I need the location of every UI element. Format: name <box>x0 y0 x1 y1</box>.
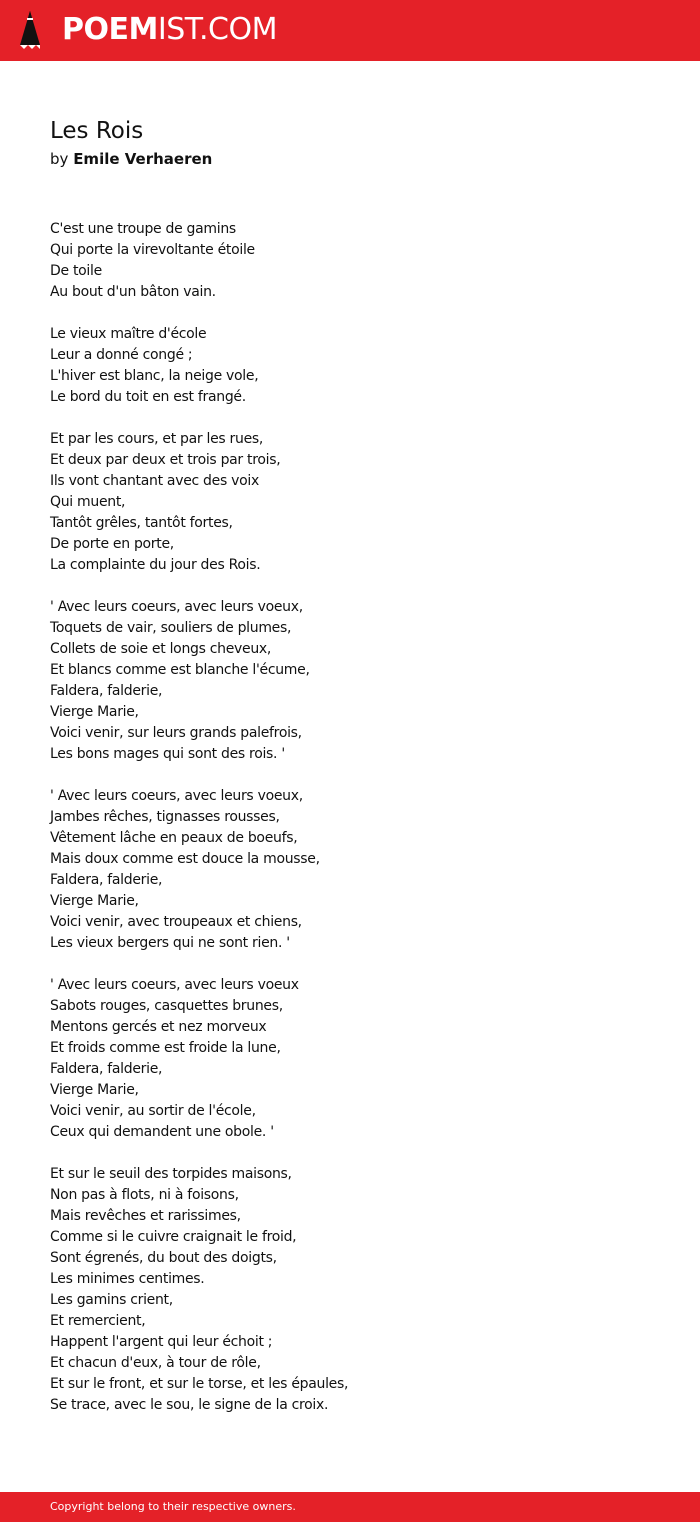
poem-line: ' Avec leurs coeurs, avec leurs voeux, <box>50 788 303 804</box>
poem-line: Les gamins crient, <box>50 1292 173 1308</box>
poem-line: Jambes rêches, tignasses rousses, <box>50 809 280 825</box>
poem-line: ' Avec leurs coeurs, avec leurs voeux <box>50 977 299 993</box>
poem-line: Voici venir, au sortir de l'école, <box>50 1103 256 1119</box>
poem-line: Qui muent, <box>50 494 126 510</box>
poem-line: L'hiver est blanc, la neige vole, <box>50 368 259 384</box>
poem-line: Mais doux comme est douce la mousse, <box>50 851 320 867</box>
poem-line: Vierge Marie, <box>50 704 139 720</box>
site-logo-link[interactable] <box>62 12 277 48</box>
poem-line: Mais revêches et rarissimes, <box>50 1208 241 1224</box>
poem-line: Le vieux maître d'école <box>50 326 207 342</box>
poem-line: Et blancs comme est blanche l'écume, <box>50 662 310 678</box>
poem-stanza <box>50 324 670 408</box>
poem-line: Et chacun d'eux, à tour de rôle, <box>50 1355 261 1371</box>
poem-line: La complainte du jour des Rois. <box>50 557 261 573</box>
poem-line: Et par les cours, et par les rues, <box>50 431 264 447</box>
poem-author: Emile Verhaeren <box>73 150 213 168</box>
poem-stanza <box>50 786 670 954</box>
poem-line: Et sur le front, et sur le torse, et les épaules, <box>50 1376 349 1392</box>
poem-line: C'est une troupe de gamins <box>50 221 236 237</box>
poem-line: Happent l'argent qui leur échoit ; <box>50 1334 273 1350</box>
poem-line: Les bons mages qui sont des rois. ' <box>50 746 285 762</box>
copyright-text: Copyright belong to their respective owners. <box>50 1500 296 1513</box>
logo-light-text: IST.COM <box>157 12 277 47</box>
poem-line: Le bord du toit en est frangé. <box>50 389 246 405</box>
poem-line: Au bout d'un bâton vain. <box>50 284 216 300</box>
site-footer <box>0 1492 700 1522</box>
by-label: by <box>50 150 69 168</box>
poem-line: Faldera, falderie, <box>50 1061 163 1077</box>
poem-line: Toquets de vair, souliers de plumes, <box>50 620 292 636</box>
poem-line: Faldera, falderie, <box>50 872 163 888</box>
poem-stanza <box>50 597 670 765</box>
poem-line: De porte en porte, <box>50 536 174 552</box>
poem-line: Et deux par deux et trois par trois, <box>50 452 281 468</box>
poem-title: Les Rois <box>50 118 144 144</box>
logo-bold-text: POEM <box>62 12 158 47</box>
poem-stanza <box>50 975 670 1143</box>
poem-line: Leur a donné congé ; <box>50 347 193 363</box>
poem-line: Faldera, falderie, <box>50 683 163 699</box>
poem-line: Vêtement lâche en peaux de boeufs, <box>50 830 298 846</box>
poem-line: Se trace, avec le sou, le signe de la croix. <box>50 1397 329 1413</box>
poem-line: Et froids comme est froide la lune, <box>50 1040 281 1056</box>
poem-body <box>50 219 670 1437</box>
poem-line: Tantôt grêles, tantôt fortes, <box>50 515 233 531</box>
poem-line: Ceux qui demandent une obole. ' <box>50 1124 274 1140</box>
poem-stanza <box>50 219 670 303</box>
poem-line: De toile <box>50 263 102 279</box>
pencil-tip-icon[interactable] <box>18 10 42 51</box>
poem-line: Mentons gercés et nez morveux <box>50 1019 267 1035</box>
poem-line: Voici venir, avec troupeaux et chiens, <box>50 914 302 930</box>
poem-line: Ils vont chantant avec des voix <box>50 473 259 489</box>
poem-line: Et sur le seuil des torpides maisons, <box>50 1166 292 1182</box>
poem-byline <box>50 148 212 170</box>
poem-line: Et remercient, <box>50 1313 146 1329</box>
poem-line: Voici venir, sur leurs grands palefrois, <box>50 725 302 741</box>
poem-line: Sont égrenés, du bout des doigts, <box>50 1250 277 1266</box>
poem-stanza <box>50 429 670 576</box>
poem-line: Vierge Marie, <box>50 893 139 909</box>
poem-line: Comme si le cuivre craignait le froid, <box>50 1229 297 1245</box>
poem-line: Les minimes centimes. <box>50 1271 205 1287</box>
poem-line: Vierge Marie, <box>50 1082 139 1098</box>
site-header <box>0 0 700 61</box>
poem-line: Les vieux bergers qui ne sont rien. ' <box>50 935 290 951</box>
poem-line: Non pas à flots, ni à foisons, <box>50 1187 239 1203</box>
poem-line: Sabots rouges, casquettes brunes, <box>50 998 283 1014</box>
poem-line: Collets de soie et longs cheveux, <box>50 641 272 657</box>
poem-line: Qui porte la virevoltante étoile <box>50 242 255 258</box>
poem-stanza <box>50 1164 670 1416</box>
poem-line: ' Avec leurs coeurs, avec leurs voeux, <box>50 599 303 615</box>
